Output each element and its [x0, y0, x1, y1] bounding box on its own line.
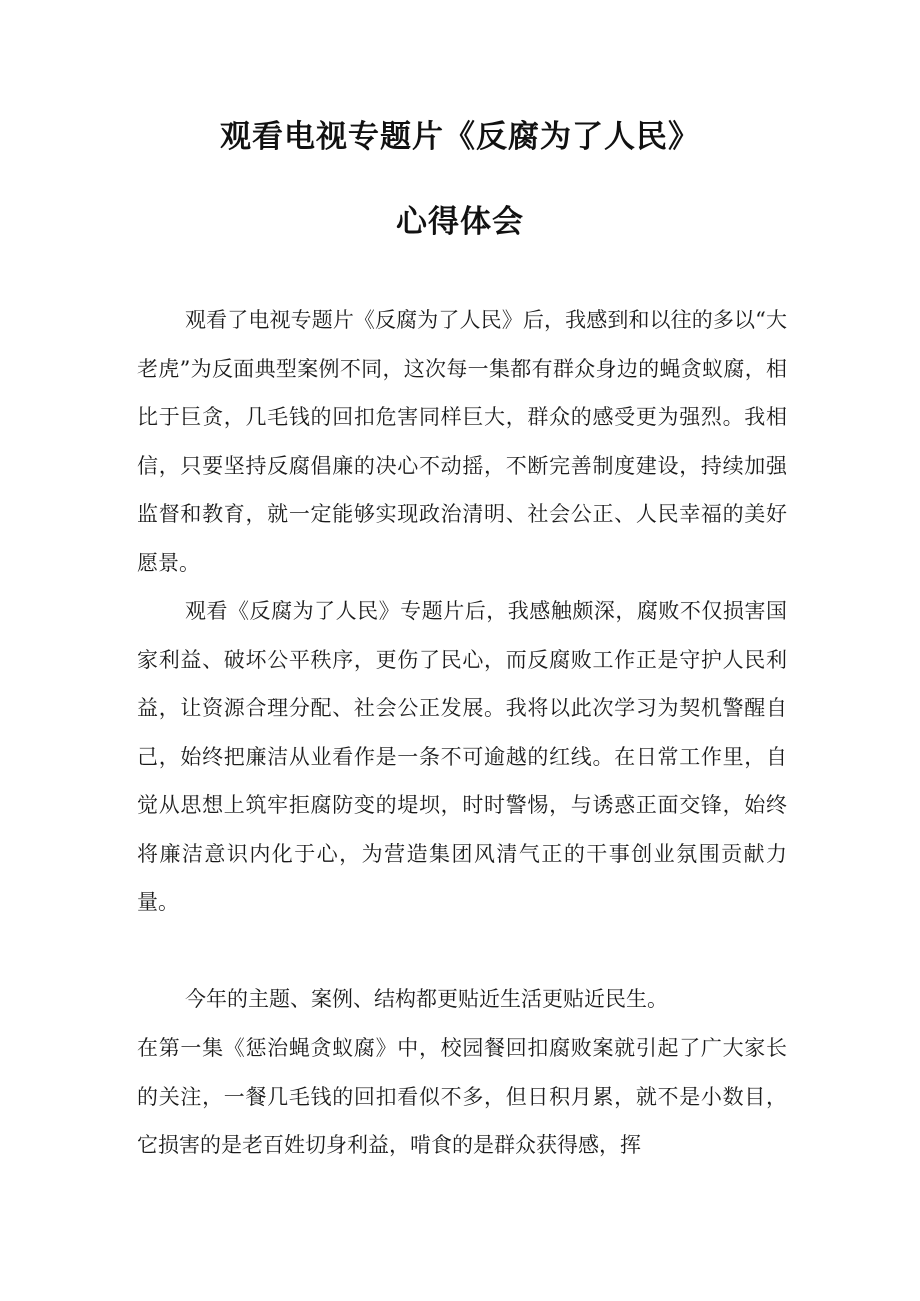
- paragraph-1: 观看了电视专题片《反腐为了人民》后，我感到和以往的多以“大老虎”为反面典型案例不同，这次每一集都有群众身边的蝇贪蚁腐，相比于巨贪，几毛钱的回扣危害同样巨大，群众的感受更为强烈。我相信，只要坚持反腐倡廉的决心不动摇，不断完善制度建设，持续加强监督和教育，就一定能够实现政治清明、社会公正、人民幸福的美好愿景。: [137, 308, 787, 575]
- paragraph-2: 观看《反腐为了人民》专题片后，我感触颇深，腐败不仅损害国家利益、破坏公平秩序，更伤了民心，而反腐败工作正是守护人民利益，让资源合理分配、社会公正发展。我将以此次学习为契机警醒自己，始终把廉洁从业看作是一条不可逾越的红线。在日常工作里，自觉从思想上筑牢拒腐防变的堤坝，时时警惕，与诱惑正面交锋，始终将廉洁意识内化于心，为营造集团风清气正的干事创业氛围贡献力量。: [137, 599, 787, 914]
- paragraph-4: 在第一集《惩治蝇贪蚁腐》中，校园餐回扣腐败案就引起了广大家长的关注，一餐几毛钱的回扣看似不多，但日积月累，就不是小数目，它损害的是老百姓切身利益，啃食的是群众获得感，挥: [137, 1036, 787, 1157]
- paragraph-3: 今年的主题、案例、结构都更贴近生活更贴近民生。: [185, 987, 668, 1011]
- document-title: 观看电视专题片《反腐为了人民》: [220, 119, 700, 155]
- document-subtitle: 心得体会: [396, 204, 524, 240]
